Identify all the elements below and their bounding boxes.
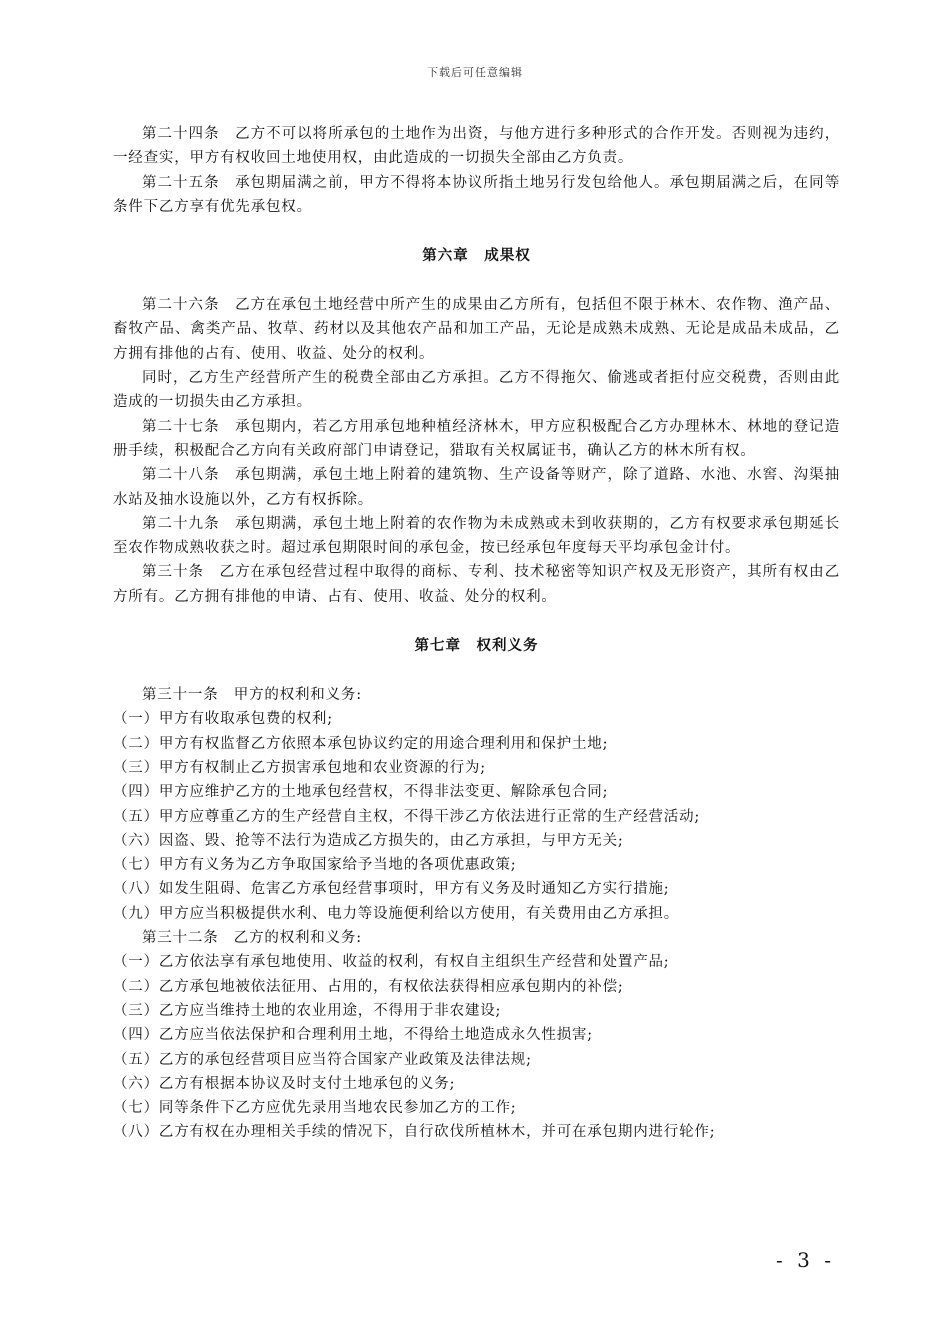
article-32: 第三十二条 乙方的权利和义务: (142, 930, 362, 947)
page-header: 下载后可任意编辑 (427, 66, 523, 79)
document-body (113, 122, 840, 1145)
list-item: （六）因盗、毁、抢等不法行为造成乙方损失的，由乙方承担，与甲方无关; (113, 832, 624, 849)
list-item: （六）乙方有根据本协议及时支付土地承包的义务; (113, 1075, 456, 1092)
article-26: 第二十六条 乙方在承包土地经营中所产生的成果由乙方所有，包括但不限于林木、农作物、渔产品、畜牧产品、禽类产品、牧草、药材以及其他农产品和加工产品，无论是成熟未成熟、无论是成品未成品，乙方拥有排他的占有、使用、收益、处分的权利。 (113, 297, 840, 362)
page-number: - 3 - (776, 1248, 835, 1272)
list-item: （八）乙方有权在办理相关手续的情况下，自行砍伐所植林木，并可在承包期内进行轮作; (113, 1124, 716, 1141)
chapter-6-heading: 第六章 成果权 (422, 247, 531, 265)
article-24: 第二十四条 乙方不可以将所承包的土地作为出资，与他方进行多种形式的合作开发。否则视为违约，一经查实，甲方有权收回土地使用权，由此造成的一切损失全部由乙方负责。 (113, 126, 840, 167)
article-27: 第二十七条 承包期内，若乙方用承包地种植经济林木，甲方应积极配合乙方办理林木、林地的登记造册手续，积极配合乙方向有关政府部门申请登记，猎取有关权属证书，确认乙方的林木所有权。 (113, 418, 840, 459)
list-item: （二）甲方有权监督乙方依照本承包协议约定的用途合理利用和保护土地; (113, 735, 609, 752)
article-31: 第三十一条 甲方的权利和义务: (142, 687, 362, 704)
list-item: （五）甲方应尊重乙方的生产经营自主权，不得干涉乙方依法进行正常的生产经营活动; (113, 808, 701, 825)
list-item: （五）乙方的承包经营项目应当符合国家产业政策及法律法规; (113, 1051, 532, 1068)
list-item: （七）甲方有义务为乙方争取国家给予当地的各项优惠政策; (113, 857, 517, 874)
article-30: 第三十条 乙方在承包经营过程中取得的商标、专利、技术秘密等知识产权及无形资产，其所有权由乙方所有。乙方拥有排他的申请、占有、使用、收益、处分的权利。 (113, 564, 840, 605)
article-29: 第二十九条 承包期满，承包土地上附着的农作物为未成熟或未到收获期的，乙方有权要求承包期延长至农作物成熟收获之时。超过承包期限时间的承包金，按已经承包年度每天平均承包金计付。 (113, 515, 840, 557)
list-item: （一）乙方依法享有承包地使用、收益的权利，有权自主组织生产经营和处置产品; (113, 954, 670, 971)
list-item: （四）乙方应当依法保护和合理利用土地，不得给土地造成永久性损害; (113, 1027, 593, 1044)
list-item: （三）甲方有权制止乙方损害承包地和农业资源的行为; (113, 759, 486, 776)
list-item: （八）如发生阻碍、危害乙方承包经营事项时，甲方有义务及时通知乙方实行措施; (113, 881, 670, 898)
article-25: 第二十五条 承包期届满之前，甲方不得将本协议所指土地另行发包给他人。承包期届满之后，在同等条件下乙方享有优先承包权。 (113, 174, 840, 215)
list-item: （一）甲方有收取承包费的权利; (113, 711, 333, 728)
article-28: 第二十八条 承包期满，承包土地上附着的建筑物、生产设备等财产，除了道路、水池、水窖、沟渠抽水站及抽水设施以外，乙方有权拆除。 (113, 467, 840, 508)
list-item: （四）甲方应维护乙方的土地承包经营权，不得非法变更、解除承包合同; (113, 784, 609, 801)
list-item: （二）乙方承包地被依法征用、占用的，有权依法获得相应承包期内的补偿; (113, 978, 624, 995)
chapter-7-heading: 第七章 权利义务 (414, 637, 539, 655)
list-item: （三）乙方应当维持土地的农业用途，不得用于非农建设; (113, 1002, 502, 1019)
list-item: （七）同等条件下乙方应优先录用当地农民参加乙方的工作; (113, 1100, 517, 1117)
article-26-continued: 同时，乙方生产经营所产生的税费全部由乙方承担。乙方不得拖欠、偷逃或者拒付应交税费，否则由此造成的一切损失由乙方承担。 (113, 370, 840, 411)
list-item: （九）甲方应当积极提供水利、电力等设施便利给以方使用，有关费用由乙方承担。 (113, 905, 680, 922)
